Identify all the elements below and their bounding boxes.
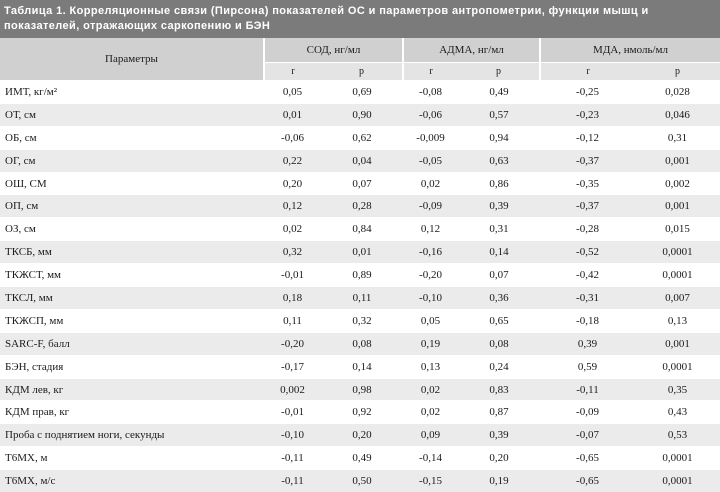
cell-adma-r: -0,009 [403, 126, 458, 149]
cell-adma-r: -0,06 [403, 103, 458, 126]
table-row [0, 424, 720, 447]
cell-sod-p: 0,50 [321, 470, 403, 492]
cell-sod-r: 0,20 [264, 172, 321, 195]
cell-mda-r: -0,52 [540, 241, 635, 264]
table-row [0, 264, 720, 287]
cell-adma-r: 0,19 [403, 332, 458, 355]
cell-adma-r: 0,09 [403, 424, 458, 447]
cell-mda-r: -0,65 [540, 447, 635, 470]
row-parameter-name: ОП, см [0, 195, 264, 218]
table-row [0, 470, 720, 492]
cell-sod-r: 0,22 [264, 149, 321, 172]
cell-mda-p: 0,001 [635, 149, 720, 172]
cell-sod-r: -0,01 [264, 401, 321, 424]
row-parameter-name: ТКСЛ, мм [0, 287, 264, 310]
row-parameter-name: ТКЖСП, мм [0, 309, 264, 332]
table-row [0, 81, 720, 104]
row-parameter-name: Проба с поднятием ноги, секунды [0, 424, 264, 447]
cell-mda-r: -0,37 [540, 195, 635, 218]
cell-adma-r: -0,15 [403, 470, 458, 492]
cell-mda-p: 0,001 [635, 332, 720, 355]
cell-sod-p: 0,04 [321, 149, 403, 172]
cell-mda-p: 0,0001 [635, 241, 720, 264]
cell-mda-p: 0,007 [635, 287, 720, 310]
cell-mda-r: -0,18 [540, 309, 635, 332]
row-parameter-name: Т6МХ, м [0, 447, 264, 470]
cell-adma-r: -0,05 [403, 149, 458, 172]
cell-mda-r: -0,31 [540, 287, 635, 310]
header-group-adma: АДМА, нг/мл [403, 38, 540, 63]
cell-adma-p: 0,63 [458, 149, 540, 172]
cell-sod-r: -0,06 [264, 126, 321, 149]
cell-adma-p: 0,19 [458, 470, 540, 492]
table-row [0, 401, 720, 424]
cell-sod-r: -0,17 [264, 355, 321, 378]
cell-mda-r: 0,39 [540, 332, 635, 355]
header-sub-p: p [635, 63, 720, 81]
cell-mda-p: 0,43 [635, 401, 720, 424]
cell-sod-p: 0,84 [321, 218, 403, 241]
cell-sod-r: 0,01 [264, 103, 321, 126]
cell-mda-p: 0,13 [635, 309, 720, 332]
row-parameter-name: ОБ, см [0, 126, 264, 149]
cell-mda-r: -0,09 [540, 401, 635, 424]
cell-adma-p: 0,39 [458, 195, 540, 218]
cell-sod-r: 0,02 [264, 218, 321, 241]
table-row [0, 218, 720, 241]
row-parameter-name: КДМ лев, кг [0, 378, 264, 401]
row-parameter-name: ОТ, см [0, 103, 264, 126]
row-parameter-name: ТКСБ, мм [0, 241, 264, 264]
cell-mda-p: 0,0001 [635, 264, 720, 287]
row-parameter-name: ОШ, СМ [0, 172, 264, 195]
cell-adma-p: 0,24 [458, 355, 540, 378]
table-row [0, 332, 720, 355]
cell-mda-p: 0,35 [635, 378, 720, 401]
cell-adma-p: 0,36 [458, 287, 540, 310]
row-parameter-name: КДМ прав, кг [0, 401, 264, 424]
cell-mda-r: -0,07 [540, 424, 635, 447]
cell-adma-p: 0,31 [458, 218, 540, 241]
cell-sod-r: -0,10 [264, 424, 321, 447]
cell-sod-p: 0,62 [321, 126, 403, 149]
cell-adma-r: 0,13 [403, 355, 458, 378]
table-caption [0, 0, 720, 38]
cell-sod-p: 0,49 [321, 447, 403, 470]
header-group-mda: МДА, нмоль/мл [540, 38, 720, 63]
cell-adma-p: 0,83 [458, 378, 540, 401]
cell-sod-p: 0,92 [321, 401, 403, 424]
table-row [0, 126, 720, 149]
row-parameter-name: ТКЖСТ, мм [0, 264, 264, 287]
cell-sod-r: 0,12 [264, 195, 321, 218]
table-row [0, 241, 720, 264]
cell-mda-p: 0,31 [635, 126, 720, 149]
header-sub-r: r [403, 63, 458, 81]
cell-sod-p: 0,69 [321, 81, 403, 104]
table-row [0, 309, 720, 332]
cell-sod-p: 0,07 [321, 172, 403, 195]
cell-sod-r: -0,01 [264, 264, 321, 287]
caption-line-2: показателей, отражающих саркопению и БЭН [4, 19, 716, 34]
cell-mda-r: -0,65 [540, 470, 635, 492]
cell-adma-p: 0,20 [458, 447, 540, 470]
table-row [0, 172, 720, 195]
cell-sod-r: -0,11 [264, 447, 321, 470]
cell-mda-p: 0,028 [635, 81, 720, 104]
cell-mda-r: 0,59 [540, 355, 635, 378]
header-sub-p: p [321, 63, 403, 81]
table-row [0, 149, 720, 172]
cell-sod-p: 0,28 [321, 195, 403, 218]
cell-mda-r: -0,37 [540, 149, 635, 172]
cell-mda-p: 0,0001 [635, 355, 720, 378]
cell-adma-p: 0,94 [458, 126, 540, 149]
cell-adma-p: 0,08 [458, 332, 540, 355]
cell-sod-r: 0,002 [264, 378, 321, 401]
row-parameter-name: ОЗ, см [0, 218, 264, 241]
row-parameter-name: ОГ, см [0, 149, 264, 172]
cell-mda-r: -0,28 [540, 218, 635, 241]
row-parameter-name: БЭН, стадия [0, 355, 264, 378]
cell-mda-r: -0,42 [540, 264, 635, 287]
header-sub-r: r [264, 63, 321, 81]
cell-adma-r: 0,02 [403, 401, 458, 424]
cell-sod-p: 0,32 [321, 309, 403, 332]
cell-mda-p: 0,001 [635, 195, 720, 218]
cell-adma-r: -0,08 [403, 81, 458, 104]
cell-sod-p: 0,20 [321, 424, 403, 447]
cell-adma-r: 0,12 [403, 218, 458, 241]
cell-mda-p: 0,002 [635, 172, 720, 195]
cell-adma-r: 0,02 [403, 378, 458, 401]
table-row [0, 195, 720, 218]
cell-mda-r: -0,11 [540, 378, 635, 401]
cell-mda-r: -0,12 [540, 126, 635, 149]
cell-sod-r: -0,20 [264, 332, 321, 355]
cell-adma-r: 0,05 [403, 309, 458, 332]
caption-line-1: Таблица 1. Корреляционные связи (Пирсона) показателей ОС и параметров антропометрии, функции мышц и [4, 4, 716, 19]
cell-sod-p: 0,90 [321, 103, 403, 126]
cell-adma-p: 0,39 [458, 424, 540, 447]
cell-sod-p: 0,11 [321, 287, 403, 310]
cell-adma-r: -0,16 [403, 241, 458, 264]
table-row [0, 447, 720, 470]
cell-mda-p: 0,53 [635, 424, 720, 447]
cell-sod-r: 0,11 [264, 309, 321, 332]
table-row [0, 378, 720, 401]
cell-adma-r: -0,14 [403, 447, 458, 470]
cell-sod-p: 0,98 [321, 378, 403, 401]
correlation-table [0, 38, 720, 492]
cell-adma-p: 0,14 [458, 241, 540, 264]
table-row [0, 103, 720, 126]
header-sub-r: r [540, 63, 635, 81]
cell-mda-p: 0,0001 [635, 470, 720, 492]
cell-adma-p: 0,65 [458, 309, 540, 332]
cell-adma-p: 0,49 [458, 81, 540, 104]
cell-sod-r: 0,18 [264, 287, 321, 310]
cell-sod-r: 0,32 [264, 241, 321, 264]
cell-sod-p: 0,14 [321, 355, 403, 378]
cell-mda-r: -0,35 [540, 172, 635, 195]
cell-adma-r: -0,10 [403, 287, 458, 310]
cell-adma-p: 0,57 [458, 103, 540, 126]
cell-mda-r: -0,25 [540, 81, 635, 104]
table-row [0, 355, 720, 378]
table-row [0, 287, 720, 310]
cell-adma-r: -0,20 [403, 264, 458, 287]
table-header [0, 38, 720, 81]
cell-mda-p: 0,0001 [635, 447, 720, 470]
cell-sod-p: 0,08 [321, 332, 403, 355]
cell-adma-r: 0,02 [403, 172, 458, 195]
cell-adma-p: 0,86 [458, 172, 540, 195]
cell-sod-p: 0,01 [321, 241, 403, 264]
header-group-sod: СОД, нг/мл [264, 38, 403, 63]
cell-sod-r: -0,11 [264, 470, 321, 492]
header-sub-p: p [458, 63, 540, 81]
cell-mda-p: 0,046 [635, 103, 720, 126]
row-parameter-name: Т6МХ, м/с [0, 470, 264, 492]
cell-adma-p: 0,07 [458, 264, 540, 287]
cell-mda-r: -0,23 [540, 103, 635, 126]
row-parameter-name: ИМТ, кг/м² [0, 81, 264, 104]
cell-adma-r: -0,09 [403, 195, 458, 218]
cell-adma-p: 0,87 [458, 401, 540, 424]
cell-mda-p: 0,015 [635, 218, 720, 241]
row-parameter-name: SARC-F, балл [0, 332, 264, 355]
table-body [0, 81, 720, 492]
cell-sod-r: 0,05 [264, 81, 321, 104]
header-params: Параметры [0, 38, 264, 81]
cell-sod-p: 0,89 [321, 264, 403, 287]
